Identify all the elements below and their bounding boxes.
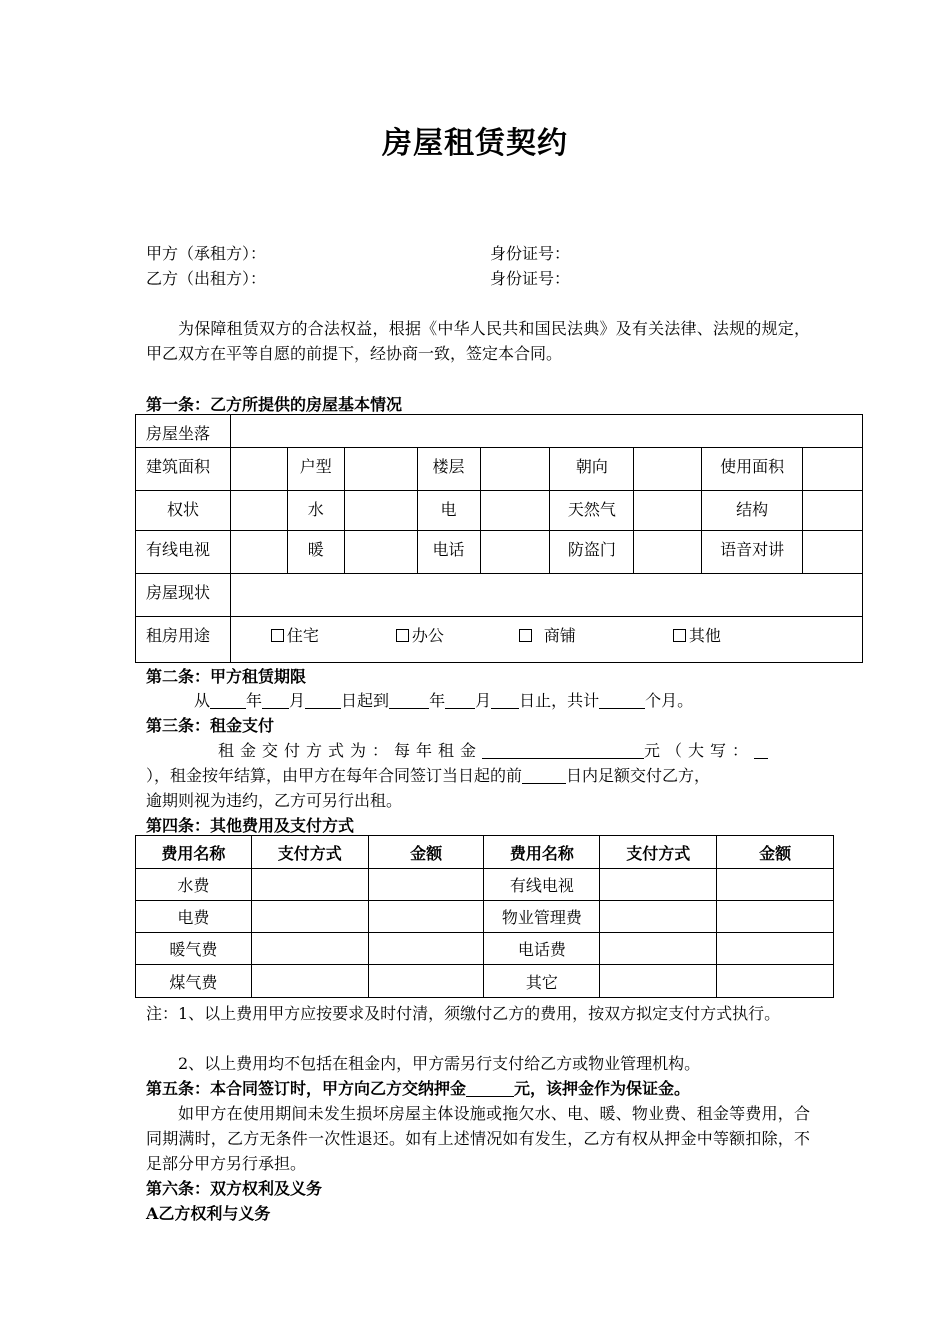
cell-gas-label: 天然气 <box>550 491 634 531</box>
cell-phone-value[interactable] <box>480 531 550 574</box>
end-day-blank[interactable] <box>491 692 519 709</box>
start-year-blank[interactable] <box>210 692 246 709</box>
cell-security-door-value[interactable] <box>634 531 702 574</box>
fee-method-cell[interactable] <box>251 933 368 965</box>
cell-phone-label: 电话 <box>417 531 480 574</box>
cell-cable-tv-value[interactable] <box>230 531 287 574</box>
cell-title-value[interactable] <box>230 491 287 531</box>
fee-name-cell: 物业管理费 <box>484 901 600 933</box>
annual-rent-blank[interactable] <box>482 742 644 759</box>
fee-note-2: 2、以上费用均不包括在租金内，甲方需另行支付给乙方或物业管理机构。 <box>178 1054 701 1073</box>
cell-layout-label: 户型 <box>287 448 344 491</box>
fee-name-cell: 其它 <box>484 965 600 998</box>
fee-header-amount-2: 金额 <box>717 836 834 869</box>
checkbox-icon[interactable] <box>673 629 686 642</box>
rent-in-words-blank[interactable] <box>754 742 768 759</box>
rent-line-1: 租金交付方式为：每年租金 元（大写： <box>218 738 768 763</box>
fee-name-cell: 煤气费 <box>136 965 252 998</box>
table-row <box>136 933 834 965</box>
article6-heading: 第六条：双方权利及义务 <box>146 1179 323 1198</box>
fee-name-cell: 水费 <box>136 869 252 901</box>
end-month-blank[interactable] <box>445 692 475 709</box>
table-row <box>136 869 834 901</box>
article2-heading: 第二条：甲方租赁期限 <box>146 667 307 686</box>
purpose-option-shop[interactable]: 商铺 <box>519 623 576 646</box>
payment-days-blank[interactable] <box>522 767 566 784</box>
fee-method-cell[interactable] <box>251 965 368 998</box>
cell-purpose-label: 租房用途 <box>136 617 231 663</box>
cell-floor-label: 楼层 <box>417 448 480 491</box>
party-a-label: 甲方（承租方）： <box>146 244 267 263</box>
cell-security-door-label: 防盗门 <box>550 531 634 574</box>
checkbox-icon[interactable] <box>519 629 532 642</box>
article4-heading: 第四条：其他费用及支付方式 <box>146 816 355 835</box>
start-day-blank[interactable] <box>305 692 341 709</box>
fee-name-cell: 电话费 <box>484 933 600 965</box>
cell-heating-label: 暖 <box>287 531 344 574</box>
fee-method-cell[interactable] <box>600 933 717 965</box>
cell-water-value[interactable] <box>344 491 417 531</box>
cell-intercom-value[interactable] <box>803 531 863 574</box>
intro-paragraph: 为保障租赁双方的合法权益，根据《中华人民共和国民法典》及有关法律、法规的规定，甲乙双方在平等自愿的前提下，经协商一致，签定本合同。 <box>146 319 810 363</box>
rent-line-3: 逾期则视为违约，乙方可另行出租。 <box>146 791 403 810</box>
fee-amount-cell[interactable] <box>368 965 484 998</box>
cell-usable-area-label: 使用面积 <box>702 448 803 491</box>
table-row <box>136 965 834 998</box>
cell-usable-area-value[interactable] <box>803 448 863 491</box>
end-year-blank[interactable] <box>389 692 429 709</box>
fee-amount-cell[interactable] <box>368 901 484 933</box>
fee-method-cell[interactable] <box>600 901 717 933</box>
fee-header-method-2: 支付方式 <box>600 836 717 869</box>
party-b-id-label: 身份证号： <box>490 269 571 288</box>
fee-amount-cell[interactable] <box>717 869 834 901</box>
checkbox-icon[interactable] <box>271 629 284 642</box>
deposit-blank[interactable] <box>466 1080 514 1097</box>
fee-name-cell: 暖气费 <box>136 933 252 965</box>
total-months-blank[interactable] <box>599 692 645 709</box>
article5-paragraph: 如甲方在使用期间未发生损坏房屋主体设施或拖欠水、电、暖、物业费、租金等费用，合同期满时，乙方无条件一次性退还。如有上述情况如有发生，乙方有权从押金中等额扣除，不足部分甲方另行承担。 <box>146 1104 810 1173</box>
cell-structure-label: 结构 <box>702 491 803 531</box>
fee-method-cell[interactable] <box>251 901 368 933</box>
lease-term-line: 从 年 月 日起到 年 月 日止，共计 个月。 <box>194 691 694 710</box>
fee-header-method: 支付方式 <box>251 836 368 869</box>
cell-electric-value[interactable] <box>480 491 550 531</box>
cell-area-value[interactable] <box>230 448 287 491</box>
cell-heating-value[interactable] <box>344 531 417 574</box>
fee-method-cell[interactable] <box>600 869 717 901</box>
cell-purpose-options <box>230 617 862 663</box>
party-b-label: 乙方（出租方）： <box>146 269 267 288</box>
fee-header-name: 费用名称 <box>136 836 252 869</box>
cell-title-label: 权状 <box>136 491 231 531</box>
fee-amount-cell[interactable] <box>368 869 484 901</box>
article1-heading: 第一条：乙方所提供的房屋基本情况 <box>146 395 403 414</box>
rent-line-2: ），租金按年结算，由甲方在每年合同签订当日起的前 日内足额交付乙方， <box>146 766 711 785</box>
start-month-blank[interactable] <box>262 692 289 709</box>
purpose-option-office[interactable]: 办公 <box>396 623 444 646</box>
table-row <box>136 901 834 933</box>
fee-amount-cell[interactable] <box>717 901 834 933</box>
cell-water-label: 水 <box>287 491 344 531</box>
fee-table <box>135 835 834 998</box>
cell-orientation-value[interactable] <box>634 448 702 491</box>
cell-area-label: 建筑面积 <box>136 448 231 491</box>
cell-electric-label: 电 <box>417 491 480 531</box>
article5-heading: 第五条：本合同签订时，甲方向乙方交纳押金 元，该押金作为保证金。 <box>146 1079 691 1098</box>
fee-name-cell: 电费 <box>136 901 252 933</box>
cell-orientation-label: 朝向 <box>550 448 634 491</box>
fee-amount-cell[interactable] <box>368 933 484 965</box>
article3-heading: 第三条：租金支付 <box>146 716 275 735</box>
cell-floor-value[interactable] <box>480 448 550 491</box>
fee-header-amount: 金额 <box>368 836 484 869</box>
cell-cable-tv-label: 有线电视 <box>136 531 231 574</box>
fee-note-1: 注：1、以上费用甲方应按要求及时付清，须缴付乙方的费用，按双方拟定支付方式执行。 <box>146 1004 781 1023</box>
cell-layout-value[interactable] <box>344 448 417 491</box>
cell-gas-value[interactable] <box>634 491 702 531</box>
party-a-id-label: 身份证号： <box>490 244 571 263</box>
cell-structure-value[interactable] <box>803 491 863 531</box>
purpose-option-other[interactable]: 其他 <box>673 623 721 646</box>
article6-subheading: A乙方权利与义务 <box>146 1204 271 1223</box>
purpose-option-residence[interactable]: 住宅 <box>271 623 319 646</box>
house-info-table <box>135 414 863 663</box>
cell-intercom-label: 语音对讲 <box>702 531 803 574</box>
fee-amount-cell[interactable] <box>717 965 834 998</box>
fee-name-cell: 有线电视 <box>484 869 600 901</box>
cell-location-label: 房屋坐落 <box>136 415 231 448</box>
fee-method-cell[interactable] <box>600 965 717 998</box>
fee-method-cell[interactable] <box>251 869 368 901</box>
cell-condition-value[interactable] <box>230 574 862 617</box>
checkbox-icon[interactable] <box>396 629 409 642</box>
fee-header-name-2: 费用名称 <box>484 836 600 869</box>
cell-condition-label: 房屋现状 <box>136 574 231 617</box>
page-title: 房屋租赁契约 <box>382 126 568 161</box>
fee-amount-cell[interactable] <box>717 933 834 965</box>
cell-location-value[interactable] <box>230 415 862 448</box>
